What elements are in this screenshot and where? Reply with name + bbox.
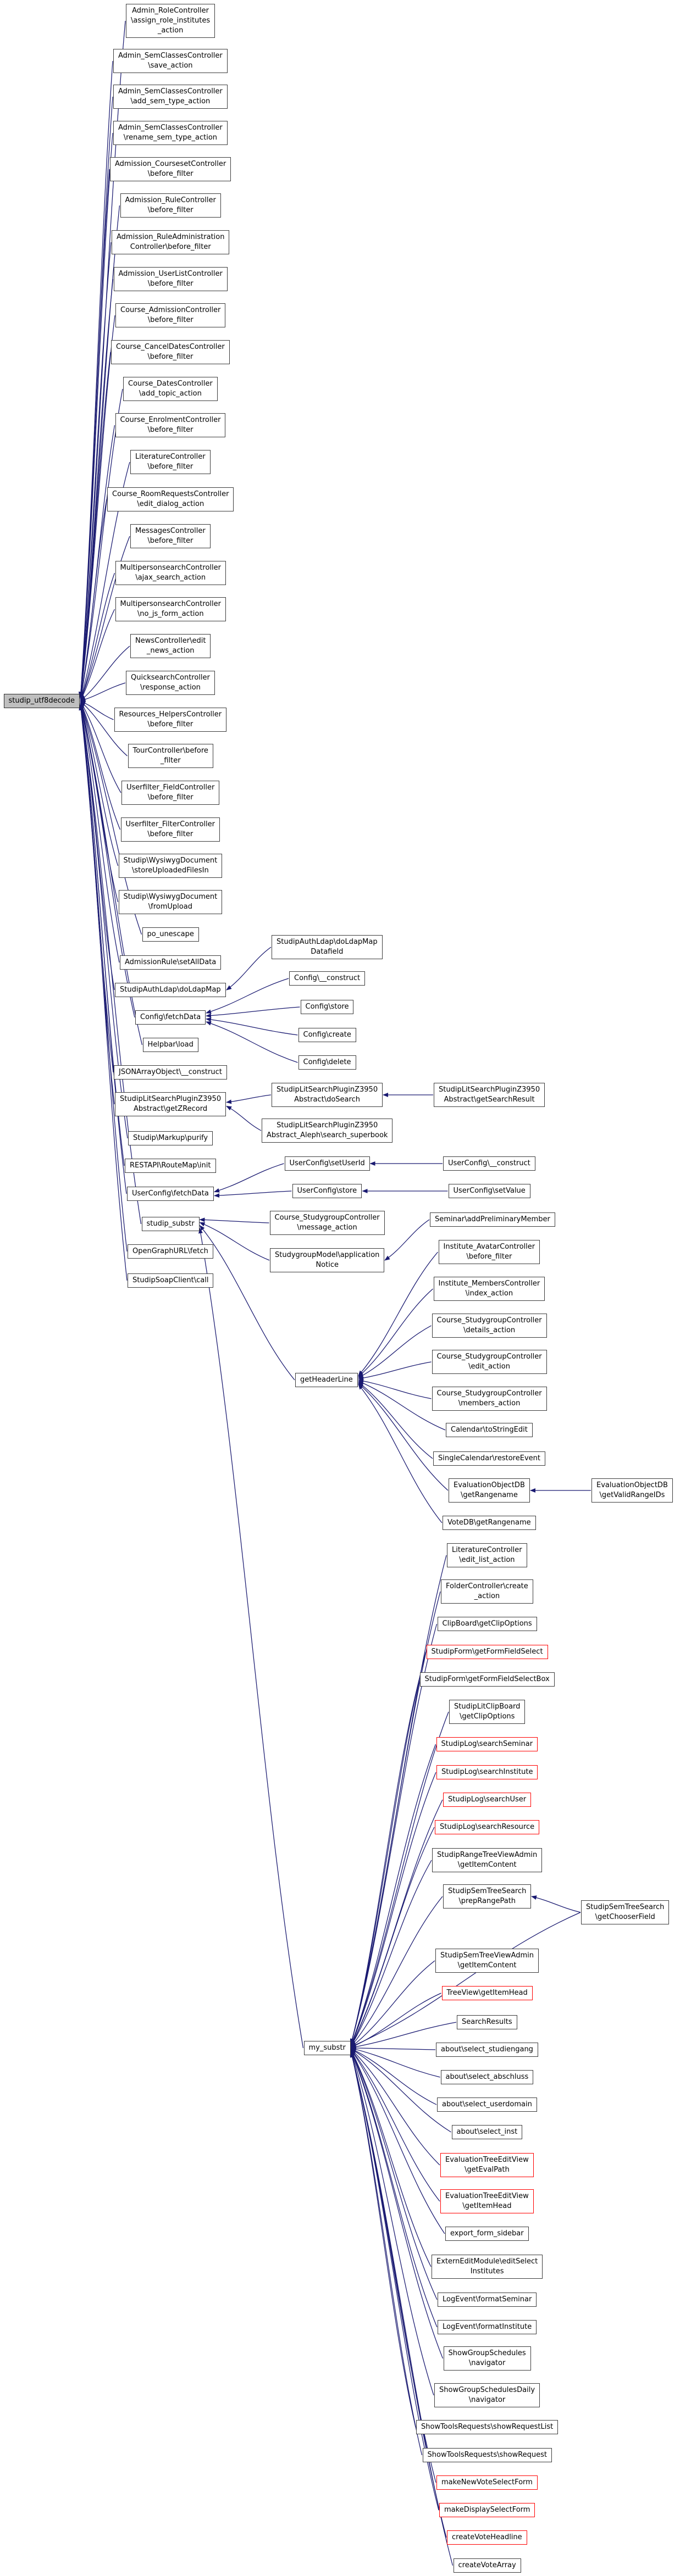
studipauthldap-doldapmap-node[interactable] xyxy=(115,983,226,997)
tourcontroller-before-filter-node[interactable] xyxy=(128,744,213,768)
node-label-line: Institute_AvatarController xyxy=(443,1243,535,1251)
node-label-line: \getEvalPath xyxy=(464,2166,510,2174)
call-edge-n66-n51 xyxy=(351,1592,441,2044)
node-label-line: QuicksearchController xyxy=(131,674,210,682)
admissionrule-setalldata-node[interactable] xyxy=(120,955,221,970)
makenewvoteselectform-node[interactable] xyxy=(436,2475,538,2490)
node-label-line: LiteratureController xyxy=(135,453,206,461)
node-label-line: LiteratureController xyxy=(452,1546,522,1554)
node-label-line: Config\fetchData xyxy=(140,1013,201,1021)
logevent-formatseminar-node[interactable] xyxy=(438,2293,537,2307)
node-label-line: MessagesController xyxy=(135,527,206,535)
node-label-line: Admission_CoursesetController xyxy=(115,160,226,168)
node-label-line: _filter xyxy=(160,756,181,765)
node-label-line: StudipAuthLdap\doLdapMap xyxy=(120,986,221,994)
searchresults-node[interactable] xyxy=(457,2015,517,2029)
node-label-line: LogEvent\formatInstitute xyxy=(443,2323,532,2331)
call-edge-n81-n51 xyxy=(351,2048,440,2077)
node-label-line: export_form_sidebar xyxy=(450,2229,524,2238)
export-form-sidebar-node[interactable] xyxy=(445,2227,529,2241)
node-label-line: ShowToolsRequests\showRequestList xyxy=(421,2423,554,2431)
node-label-line: Helpbar\load xyxy=(147,1041,194,1049)
node-label-line: Userfilter_FieldController xyxy=(126,783,215,792)
node-label-line: LogEvent\formatSeminar xyxy=(443,2295,532,2304)
node-label-line: _action xyxy=(157,26,184,35)
externeditmodule-editselect-institutes-node[interactable] xyxy=(432,2255,543,2279)
course-canceldatescontroller-before-filter-node[interactable] xyxy=(111,340,230,364)
institute-memberscontroller-index-action-node[interactable] xyxy=(434,1277,545,1301)
call-edge-n70-n51 xyxy=(351,1712,449,2045)
course-studygroupcontroller-edit-action-node[interactable] xyxy=(432,1350,547,1374)
node-label-line: \getItemHead xyxy=(462,2202,512,2210)
studiplog-searchinstitute-node[interactable] xyxy=(436,1765,538,1779)
createvotearray-node[interactable] xyxy=(454,2558,521,2573)
node-label-line: about\select_inst xyxy=(456,2128,518,2136)
node-label-line: Abstract_Aleph\search_superbook xyxy=(267,1131,388,1139)
node-label-line: \add_sem_type_action xyxy=(130,97,211,105)
evaluationtreeeditview-getitemhead-node[interactable] xyxy=(440,2189,534,2213)
node-label-line: OpenGraphURL\fetch xyxy=(132,1247,208,1255)
messagescontroller-before-filter-node[interactable] xyxy=(130,524,211,548)
node-label-line: makeDisplaySelectForm xyxy=(444,2506,530,2514)
admission-userlistcontroller-before-filter-node[interactable] xyxy=(114,267,228,291)
votedb-getrangename-node[interactable] xyxy=(443,1516,536,1530)
node-label-line: Admission_UserListController xyxy=(118,270,223,278)
studipform-getformfieldselect-node[interactable] xyxy=(427,1645,548,1659)
node-label-line: TourController\before xyxy=(132,747,208,755)
call-edge-n64-n50 xyxy=(358,1384,442,1523)
node-label-line: \before_filter xyxy=(147,316,194,324)
node-label-line: MultipersonsearchController xyxy=(120,564,221,572)
call-edge-n48-n36 xyxy=(200,1220,269,1223)
foldercontroller-create-action-node[interactable] xyxy=(441,1579,533,1604)
node-label-line: \getItemContent xyxy=(457,1961,517,1969)
node-label-line: Admission_RuleAdministration xyxy=(117,233,225,241)
config-construct-node[interactable] xyxy=(289,971,365,986)
makedisplayselectform-node[interactable] xyxy=(439,2503,535,2517)
userfilter-fieldcontroller-before-filter-node[interactable] xyxy=(121,781,219,805)
node-label-line: Notice xyxy=(316,1261,339,1269)
node-label-line: createVoteHeadline xyxy=(452,2533,522,2541)
node-label-line: StudygroupModel\application xyxy=(275,1251,380,1259)
config-store-node[interactable] xyxy=(301,1000,354,1014)
node-label-line: \members_action xyxy=(458,1399,521,1407)
node-label-line: RESTAPI\RouteMap\init xyxy=(130,1161,211,1170)
node-label-line: \before_filter xyxy=(147,426,194,434)
studipauthldap-doldapmap-datafield-node[interactable] xyxy=(272,935,383,959)
studip-wysiwygdocument-fromupload-node[interactable] xyxy=(119,890,223,914)
node-label-line: EvaluationObjectDB xyxy=(596,1481,668,1489)
course-studygroupcontroller-members-action-node[interactable] xyxy=(432,1387,547,1411)
studipsoapclient-call-node[interactable] xyxy=(128,1273,213,1288)
node-label-line: Studip\Markup\purify xyxy=(133,1134,208,1142)
node-label-line: UserConfig\__construct xyxy=(448,1159,530,1167)
node-label-line: studip_utf8decode xyxy=(8,697,75,705)
call-edge-n80-n51 xyxy=(351,2048,436,2050)
node-label-line: StudipRangeTreeViewAdmin xyxy=(437,1851,538,1859)
admin-semclassescontroller-add-sem-type-action-node[interactable] xyxy=(113,85,228,109)
node-label-line: studip_substr xyxy=(146,1220,195,1228)
node-label-line: AdmissionRule\setAllData xyxy=(125,958,217,966)
call-edge-n44-n32 xyxy=(226,1095,271,1103)
jsonarrayobject-construct-node[interactable] xyxy=(114,1065,227,1080)
call-edge-n62-n50 xyxy=(358,1382,433,1459)
node-label-line: EvaluationObjectDB xyxy=(454,1481,525,1489)
node-label-line: StudipLitSearchPluginZ3950 xyxy=(439,1086,540,1094)
node-label-line: about\select_userdomain xyxy=(442,2100,532,2108)
my-substr-node[interactable] xyxy=(304,2041,351,2055)
call-edge-n69-n51 xyxy=(351,1679,419,2045)
about-select-abschluss-node[interactable] xyxy=(441,2070,534,2084)
node-label-line: EvaluationTreeEditView xyxy=(445,2156,529,2164)
node-label-line: Controller\before_filter xyxy=(130,243,211,251)
node-label-line: \getValidRangeIDs xyxy=(599,1491,665,1499)
literaturecontroller-before-filter-node[interactable] xyxy=(130,450,211,474)
node-label-line: Config\delete xyxy=(303,1058,351,1066)
node-label-line: StudipLitSearchPluginZ3950 xyxy=(120,1095,222,1103)
node-label-line: StudipAuthLdap\doLdapMap xyxy=(277,938,378,946)
node-label-line: \response_action xyxy=(140,683,201,692)
node-label-line: Abstract\doSearch xyxy=(294,1095,360,1104)
node-label-line: Admin_SemClassesController xyxy=(118,52,223,60)
singlecalendar-restoreevent-node[interactable] xyxy=(433,1451,545,1466)
node-label-line: Admin_RoleController xyxy=(132,7,209,15)
node-label-line: Datafield xyxy=(311,948,344,956)
call-edge-n93-n51 xyxy=(351,2051,422,2455)
node-label-line: Course_EnrolmentController xyxy=(120,416,221,424)
showgroupschedulesdaily-navigator-node[interactable] xyxy=(434,2383,540,2407)
node-label-line: ShowGroupSchedules xyxy=(448,2349,526,2357)
node-label-line: Abstract\getZRecord xyxy=(133,1105,208,1113)
node-label-line: StudipSoapClient\call xyxy=(132,1276,209,1284)
call-edge-n59-n50 xyxy=(358,1362,432,1379)
call-edge-n89-n51 xyxy=(351,2050,438,2327)
evaluationtreeeditview-getevalpath-node[interactable] xyxy=(440,2153,534,2177)
node-label-line: \details_action xyxy=(463,1326,516,1334)
node-label-line: Resources_HelpersController xyxy=(119,710,222,719)
node-label-line: my_substr xyxy=(308,2044,346,2052)
opengraphurl-fetch-node[interactable] xyxy=(128,1244,213,1259)
call-edge-n43-n29 xyxy=(206,1022,298,1062)
node-label-line: ExternEditModule\editSelect xyxy=(436,2257,538,2266)
userfilter-filtercontroller-before-filter-node[interactable] xyxy=(121,817,220,842)
node-label-line: Admin_SemClassesController xyxy=(118,124,223,132)
node-label-line: VoteDB\getRangename xyxy=(447,1518,531,1527)
studipsemtreesearch-preprangepath-node[interactable] xyxy=(443,1884,531,1909)
node-label-line: FolderController\create xyxy=(446,1582,528,1590)
node-label-line: Config\__construct xyxy=(294,974,361,982)
literaturecontroller-edit-list-action-node[interactable] xyxy=(447,1543,527,1567)
studiplog-searchresource-node[interactable] xyxy=(435,1820,539,1834)
node-label-line: \add_topic_action xyxy=(139,390,202,398)
node-label-line: SingleCalendar\restoreEvent xyxy=(438,1454,540,1462)
node-label-line: Institute_MembersController xyxy=(438,1279,540,1288)
studiprangetreeviewadmin-getitemcontent-node[interactable] xyxy=(432,1848,542,1872)
node-label-line: UserConfig\setUserId xyxy=(289,1159,365,1167)
call-edge-n60-n50 xyxy=(358,1380,432,1399)
call-edge-n86-n51 xyxy=(351,2050,445,2234)
node-label-line: TreeView\getItemHead xyxy=(446,1989,528,1997)
studiplitsearchpluginz3950-abstract-getsearchresult-node[interactable] xyxy=(434,1083,545,1107)
node-label-line: StudipSemTreeSearch xyxy=(586,1903,665,1911)
call-edge-n45-n32 xyxy=(226,1106,261,1131)
showtoolsrequests-showrequest-node[interactable] xyxy=(423,2448,552,2462)
multipersonsearchcontroller-ajax-search-action-node[interactable] xyxy=(115,561,226,585)
node-label-line: Course_RoomRequestsController xyxy=(112,490,229,498)
node-label-line: \getRangename xyxy=(461,1491,518,1499)
node-label-line: \no_js_form_action xyxy=(137,610,204,618)
studiplitsearchpluginz3950-abstract-dosearch-node[interactable] xyxy=(272,1083,383,1107)
course-studygroupcontroller-details-action-node[interactable] xyxy=(432,1314,547,1338)
node-label-line: Calendar\toStringEdit xyxy=(451,1426,528,1434)
institute-avatarcontroller-before-filter-node[interactable] xyxy=(439,1240,540,1264)
node-label-line: \edit_list_action xyxy=(459,1556,515,1564)
call-edge-n39-n28 xyxy=(226,947,271,990)
node-label-line: \edit_dialog_action xyxy=(137,500,204,508)
node-label-line: UserConfig\store xyxy=(297,1187,357,1195)
course-studygroupcontroller-message-action-node[interactable] xyxy=(270,1211,385,1235)
node-label-line: StudipLitClipBoard xyxy=(454,1703,521,1711)
node-label-line: about\select_studiengang xyxy=(441,2045,533,2054)
call-edge-n72-n51 xyxy=(351,1772,436,2045)
node-label-line: \ajax_search_action xyxy=(135,574,206,582)
userconfig-setuserid-node[interactable] xyxy=(285,1156,370,1171)
call-edge-n47-n35 xyxy=(214,1191,292,1196)
node-label-line: Seminar\addPreliminaryMember xyxy=(435,1215,550,1223)
studiplog-searchuser-node[interactable] xyxy=(443,1793,531,1807)
node-label-line: Studip\WysiwygDocument xyxy=(123,856,218,865)
node-label-line: about\select_abschluss xyxy=(445,2073,529,2081)
node-label-line: StudipLitSearchPluginZ3950 xyxy=(277,1086,378,1094)
admin-semclassescontroller-rename-sem-type-action-node[interactable] xyxy=(113,121,228,145)
node-label-line: Course_AdmissionController xyxy=(120,306,221,314)
node-label-line: \edit_action xyxy=(468,1362,510,1371)
node-label-line: Institutes xyxy=(470,2267,504,2275)
node-label-line: \before_filter xyxy=(147,463,194,471)
node-label-line: \rename_sem_type_action xyxy=(123,133,218,142)
course-roomrequestscontroller-edit-dialog-action-node[interactable] xyxy=(107,487,234,511)
node-label-line: \before_filter xyxy=(147,170,194,178)
call-edge-n77-n51 xyxy=(351,1961,435,2047)
userconfig-store-node[interactable] xyxy=(292,1184,362,1198)
node-label-line: StudipLog\searchUser xyxy=(448,1795,527,1804)
call-edge-n90-n51 xyxy=(351,2051,443,2358)
call-edge-n51-n36 xyxy=(200,1228,303,2048)
node-label-line: \before_filter xyxy=(147,353,194,361)
call-edge-n55-n49 xyxy=(385,1220,429,1260)
po-unescape-node[interactable] xyxy=(142,927,199,942)
node-label-line: StudipLog\searchInstitute xyxy=(441,1768,533,1776)
config-fetchdata-node[interactable] xyxy=(135,1010,206,1025)
node-label-line: Course_StudygroupController xyxy=(436,1353,542,1361)
node-label-line: Studip\WysiwygDocument xyxy=(123,893,218,901)
node-label-line: Course_StudygroupController xyxy=(274,1214,380,1222)
newscontroller-edit-news-action-node[interactable] xyxy=(130,634,211,658)
node-label-line: StudipForm\getFormFieldSelectBox xyxy=(424,1675,550,1683)
call-edge-n14-n00 xyxy=(81,499,107,700)
node-label-line: Config\create xyxy=(303,1031,351,1039)
call-edge-n46-n35 xyxy=(214,1164,284,1192)
node-label-line: NewsController\edit xyxy=(135,637,206,645)
node-label-line: JSONArrayObject\__construct xyxy=(119,1068,222,1076)
node-label-line: \index_action xyxy=(465,1289,513,1298)
node-label-line: \before_filter xyxy=(147,830,194,838)
userconfig-construct-node[interactable] xyxy=(443,1156,535,1171)
node-label-line: StudipLog\searchSeminar xyxy=(441,1740,533,1748)
studipsemtreesearch-getchooserfield-node[interactable] xyxy=(581,1900,669,1924)
quicksearchcontroller-response-action-node[interactable] xyxy=(126,671,215,695)
evaluationobjectdb-getvalidrangeids-node[interactable] xyxy=(591,1478,673,1503)
call-edge-n67-n51 xyxy=(351,1624,437,2044)
node-label-line: \fromUpload xyxy=(148,903,192,911)
node-label-line: StudipForm\getFormFieldSelect xyxy=(431,1648,543,1656)
node-label-line: _action xyxy=(474,1592,500,1600)
node-label-line: Admission_RuleController xyxy=(125,196,216,204)
node-label-line: Course_CancelDatesController xyxy=(116,343,225,351)
node-label-line: makeNewVoteSelectForm xyxy=(441,2478,533,2486)
node-label-line: \before_filter xyxy=(147,793,194,802)
node-label-line: \getItemContent xyxy=(457,1861,517,1869)
about-select-inst-node[interactable] xyxy=(452,2125,523,2139)
admission-coursesetcontroller-before-filter-node[interactable] xyxy=(110,157,231,181)
studipform-getformfieldselectbox-node[interactable] xyxy=(420,1672,555,1687)
userconfig-setvalue-node[interactable] xyxy=(449,1184,530,1198)
node-label-line: \assign_role_institutes xyxy=(131,16,211,25)
course-admissioncontroller-before-filter-node[interactable] xyxy=(115,303,225,327)
treeview-getitemhead-node[interactable] xyxy=(442,1986,533,2000)
node-label-line: \navigator xyxy=(468,2396,506,2404)
node-label-line: \before_filter xyxy=(147,206,194,214)
config-delete-node[interactable] xyxy=(298,1055,356,1070)
node-label-line: UserConfig\fetchData xyxy=(132,1189,209,1198)
logevent-formatinstitute-node[interactable] xyxy=(438,2320,537,2334)
node-label-line: \prepRangePath xyxy=(458,1897,516,1905)
node-label-line: StudipSemTreeSearch xyxy=(448,1887,527,1895)
studip-substr-node[interactable] xyxy=(142,1217,200,1231)
calendar-tostringedit-node[interactable] xyxy=(446,1423,533,1437)
multipersonsearchcontroller-no-js-form-action-node[interactable] xyxy=(115,597,226,621)
node-label-line: \before_filter xyxy=(147,720,194,728)
node-label-line: Userfilter_FilterController xyxy=(125,820,215,828)
call-edge-n99-n76 xyxy=(532,1896,581,1912)
showgroupschedules-navigator-node[interactable] xyxy=(444,2346,531,2371)
studip-markup-purify-node[interactable] xyxy=(128,1131,213,1145)
course-enrolmentcontroller-before-filter-node[interactable] xyxy=(115,413,226,437)
studiplitclipboard-getclipoptions-node[interactable] xyxy=(449,1700,525,1724)
node-label-line: \getClipOptions xyxy=(459,1712,515,1721)
studip-utf8decode-node xyxy=(4,694,80,708)
node-label-line: createVoteArray xyxy=(458,2561,516,2569)
node-label-line: StudipSemTreeViewAdmin xyxy=(440,1951,534,1960)
node-label-line: \message_action xyxy=(297,1223,357,1232)
about-select-userdomain-node[interactable] xyxy=(437,2097,537,2112)
helpbar-load-node[interactable] xyxy=(143,1038,198,1052)
node-label-line: \before_filter xyxy=(466,1253,512,1261)
showtoolsrequests-showrequestlist-node[interactable] xyxy=(416,2420,558,2434)
clipboard-getclipoptions-node[interactable] xyxy=(438,1617,537,1631)
resources-helperscontroller-before-filter-node[interactable] xyxy=(114,708,227,732)
node-label-line: _news_action xyxy=(146,647,195,655)
node-label-line: Course_DatesController xyxy=(128,380,213,388)
node-label-line: MultipersonsearchController xyxy=(120,600,221,608)
call-edge-n74-n51 xyxy=(351,1827,435,2046)
restapi-routemap-init-node[interactable] xyxy=(125,1159,216,1173)
about-select-studiengang-node[interactable] xyxy=(436,2043,538,2057)
node-label-line: EvaluationTreeEditView xyxy=(445,2192,529,2200)
node-label-line: \getChooserField xyxy=(595,1913,655,1921)
course-datescontroller-add-topic-action-node[interactable] xyxy=(123,377,218,401)
userconfig-fetchdata-node[interactable] xyxy=(127,1187,214,1201)
node-label-line: Course_StudygroupController xyxy=(436,1316,542,1325)
node-label-line: \save_action xyxy=(148,62,193,70)
node-label-line: \before_filter xyxy=(147,537,194,545)
node-label-line: Abstract\getSearchResult xyxy=(444,1095,535,1104)
studiplitsearchpluginz3950-abstract-aleph-search-superbook-node[interactable] xyxy=(262,1119,392,1143)
studip-wysiwygdocument-storeuploadedfilesin-node[interactable] xyxy=(119,854,223,878)
node-label-line: \before_filter xyxy=(147,280,194,288)
studygroupmodel-application-notice-node[interactable] xyxy=(270,1248,384,1272)
node-label-line: ShowGroupSchedulesDaily xyxy=(439,2386,535,2394)
studiplog-searchseminar-node[interactable] xyxy=(436,1737,538,1751)
node-label-line: getHeaderLine xyxy=(300,1376,353,1384)
evaluationobjectdb-getrangename-node[interactable] xyxy=(449,1478,530,1503)
node-label-line: ClipBoard\getClipOptions xyxy=(442,1620,532,1628)
admission-ruleadministration-controller-before-filter-node[interactable] xyxy=(112,230,229,254)
node-label-line: Admin_SemClassesController xyxy=(118,87,223,96)
node-label-line: StudipLitSearchPluginZ3950 xyxy=(277,1121,378,1130)
node-label-line: SearchResults xyxy=(462,2018,512,2026)
node-label-line: StudipLog\searchResource xyxy=(440,1823,535,1831)
node-label-line: Course_StudygroupController xyxy=(436,1389,542,1398)
seminar-addpreliminarymember-node[interactable] xyxy=(430,1212,555,1227)
node-label-line: \navigator xyxy=(468,2359,506,2367)
node-label-line: po_unescape xyxy=(147,930,194,938)
studiplitsearchpluginz3950-abstract-getzrecord-node[interactable] xyxy=(115,1092,226,1116)
config-create-node[interactable] xyxy=(298,1028,356,1042)
admission-rulecontroller-before-filter-node[interactable] xyxy=(120,193,221,218)
node-label-line: UserConfig\setValue xyxy=(453,1187,526,1195)
admin-semclassescontroller-save-action-node[interactable] xyxy=(113,49,228,73)
node-label-line: Config\store xyxy=(305,1003,349,1011)
studipsemtreeviewadmin-getitemcontent-node[interactable] xyxy=(435,1949,539,1973)
getheaderline-node[interactable] xyxy=(295,1373,358,1387)
admin-rolecontroller-assign-role-institutes-action-node[interactable] xyxy=(126,4,215,38)
node-label-line: ShowToolsRequests\showRequest xyxy=(427,2451,547,2459)
createvoteheadline-node[interactable] xyxy=(447,2530,527,2545)
node-label-line: \storeUploadedFilesIn xyxy=(132,866,209,875)
